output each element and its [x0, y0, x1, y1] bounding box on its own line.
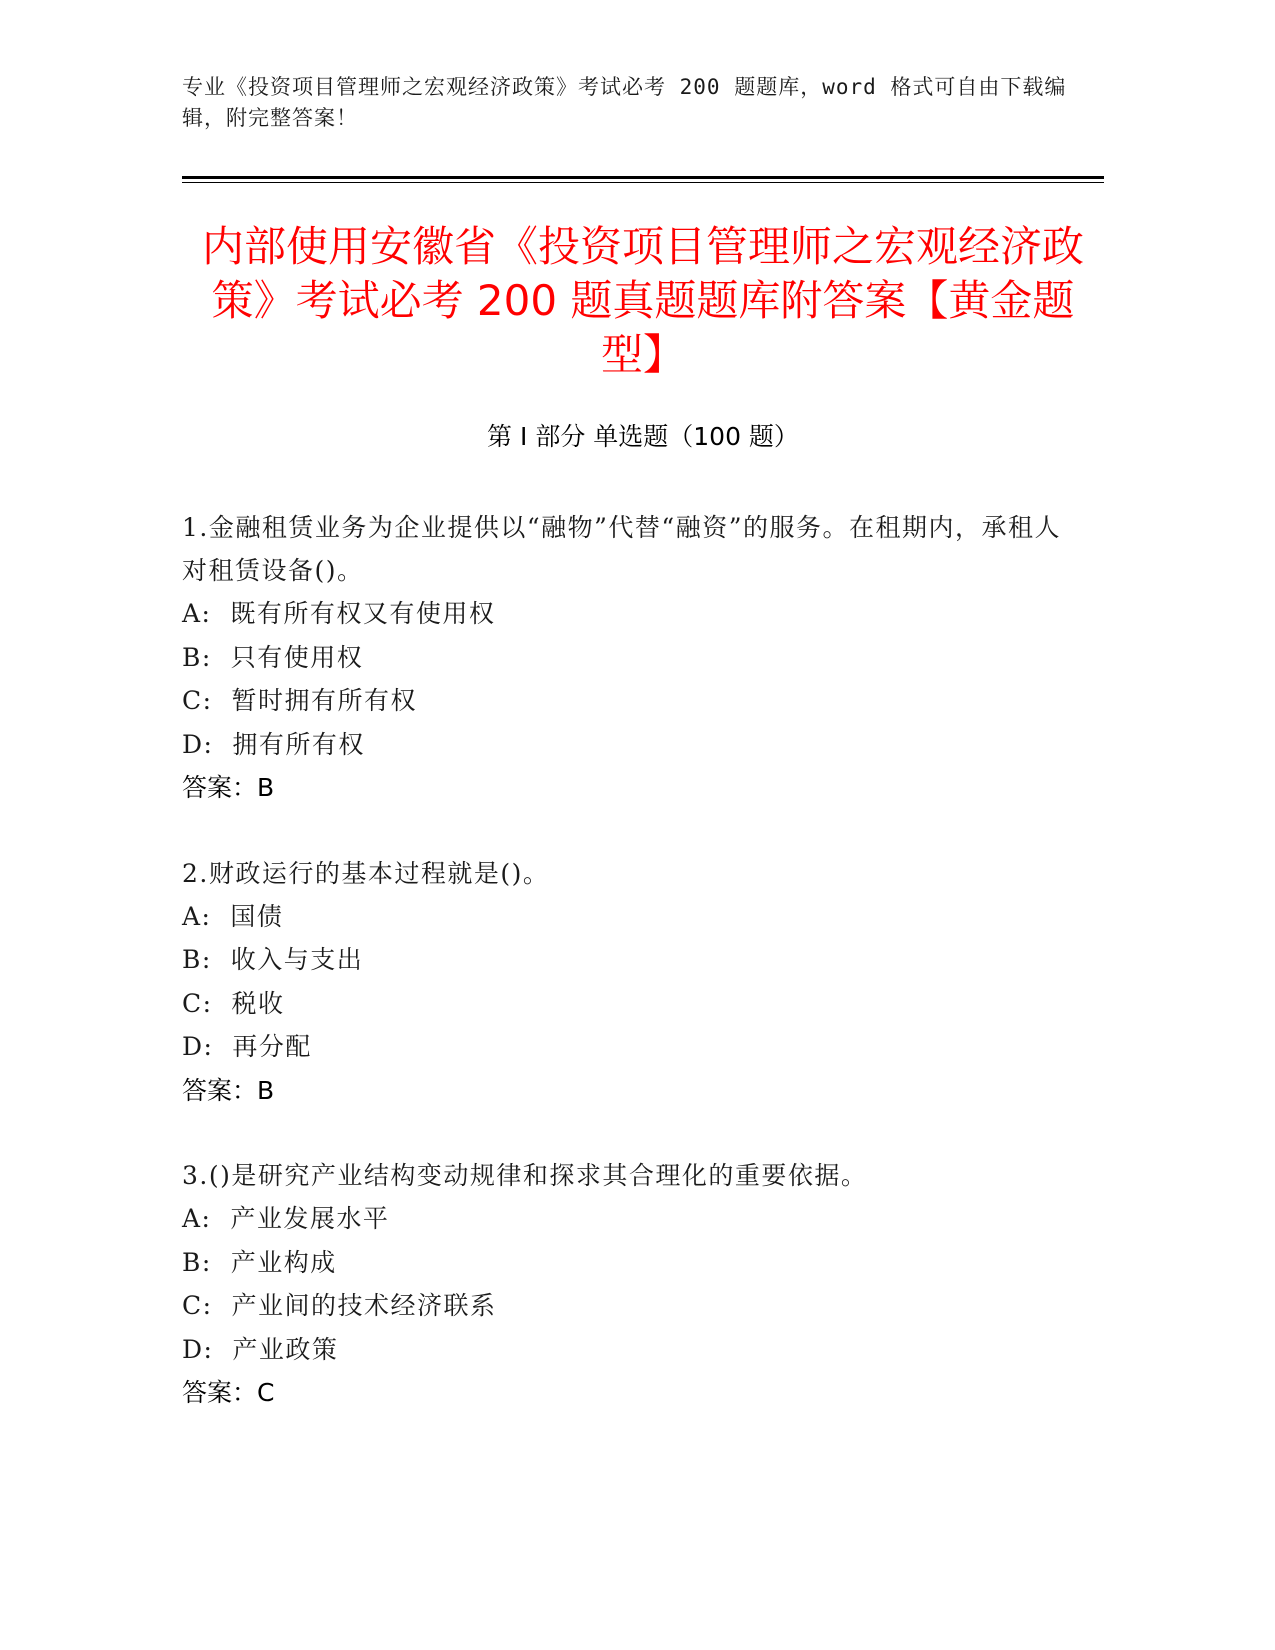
question-1 — [182, 506, 1062, 810]
option-d: D: 再分配 — [182, 1032, 312, 1061]
question-stem: 1.金融租赁业务为企业提供以“融物”代替“融资”的服务。在租期内，承租人对租赁设备()。 — [182, 513, 1061, 585]
question-list — [182, 506, 1062, 1457]
option-a: A: 国债 — [182, 901, 284, 931]
option-c: C: 税收 — [182, 988, 285, 1018]
answer: 答案：B — [182, 1075, 275, 1105]
option-b: B: 产业构成 — [182, 1247, 337, 1277]
header-rule-thick — [182, 176, 1104, 179]
option-c: C: 暂时拥有所有权 — [182, 686, 417, 715]
option-a: A: 产业发展水平 — [182, 1204, 390, 1233]
option-d: D: 产业政策 — [182, 1334, 339, 1364]
option-c: C: 产业间的技术经济联系 — [182, 1291, 497, 1320]
question-stem: 3.()是研究产业结构变动规律和探求其合理化的重要依据。 — [182, 1161, 868, 1190]
section-heading: 第 I 部分 单选题（100 题） — [487, 422, 799, 451]
option-d: D: 拥有所有权 — [182, 729, 365, 759]
question-2 — [182, 852, 1062, 1113]
option-b: B: 收入与支出 — [182, 945, 364, 974]
option-b: B: 只有使用权 — [182, 642, 364, 672]
question-3 — [182, 1154, 1062, 1415]
question-stem: 2.财政运行的基本过程就是()。 — [182, 858, 550, 888]
answer: 答案：B — [182, 773, 275, 802]
header-note: 专业《投资项目管理师之宏观经济政策》考试必考 200 题题库，word 格式可自由下载编辑，附完整答案！ — [182, 75, 1067, 130]
answer: 答案：C — [182, 1378, 275, 1407]
option-a: A: 既有所有权又有使用权 — [182, 599, 496, 628]
header-rule-thin — [182, 182, 1104, 183]
document-title: 内部使用安徽省《投资项目管理师之宏观经济政策》考试必考 200 题真题题库附答案【黄金题型】 — [201, 222, 1084, 379]
